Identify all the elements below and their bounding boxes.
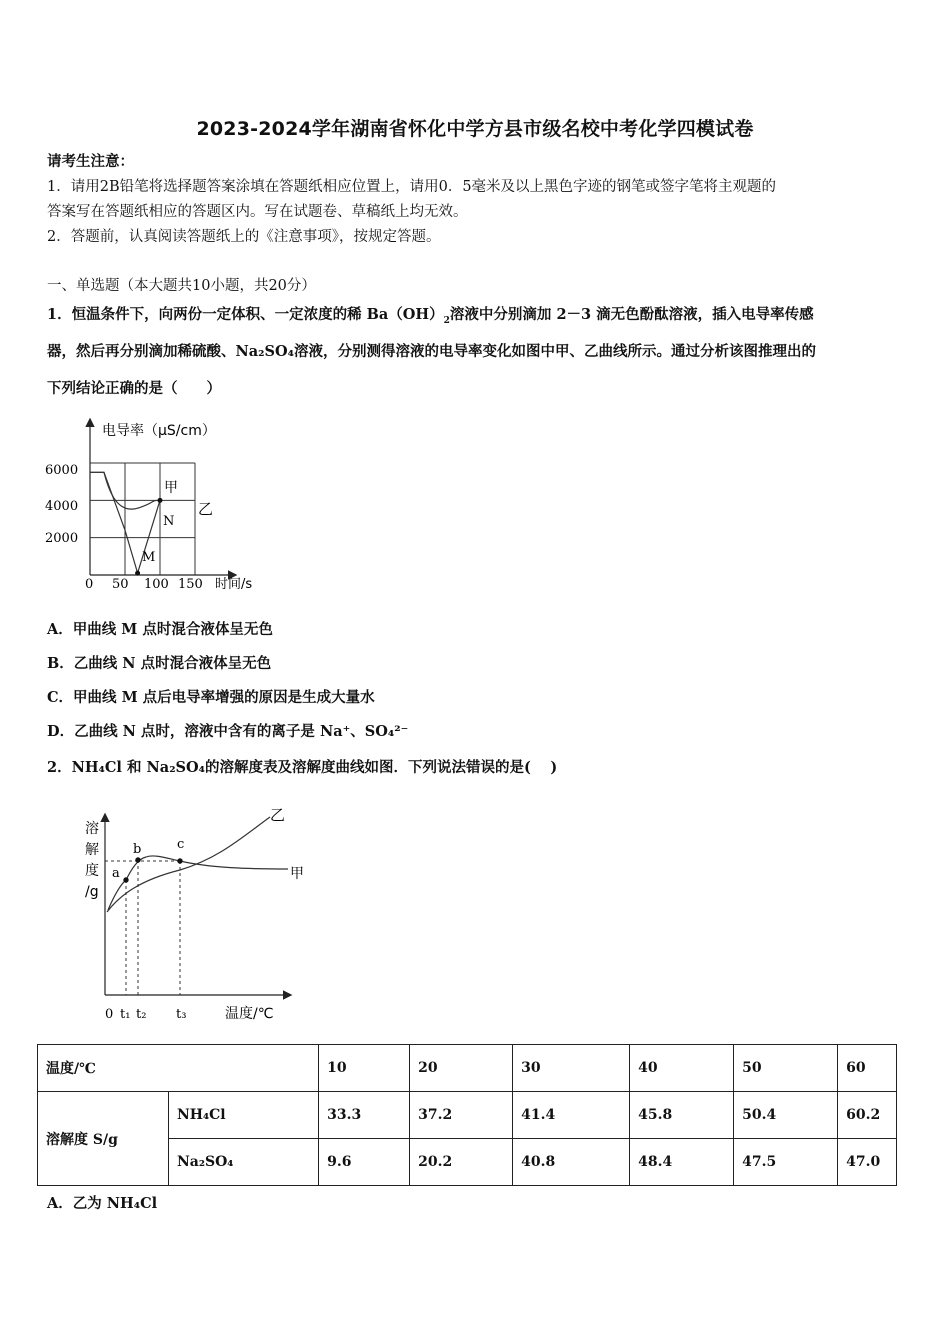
y-tick-2000: 2000 xyxy=(45,531,79,546)
row-name-nh4cl: NH₄Cl xyxy=(169,1092,319,1139)
label-yi: 乙 xyxy=(198,500,214,518)
conductivity-chart xyxy=(40,410,290,600)
label-a: a xyxy=(112,866,120,881)
series-jia-line xyxy=(108,856,288,910)
header-temp: 温度/℃ xyxy=(38,1045,319,1092)
label-jia: 甲 xyxy=(290,866,304,882)
row-name-na2so4: Na₂SO₄ xyxy=(169,1139,319,1186)
y-axis-label: 电导率（μS/cm） xyxy=(102,423,216,439)
label-M: M xyxy=(142,550,156,565)
point-N xyxy=(158,498,163,503)
series-yi-line xyxy=(107,817,270,912)
x-tick-0: 0 xyxy=(105,1007,114,1022)
cell: 33.3 xyxy=(319,1092,410,1139)
label-jia: 甲 xyxy=(164,480,178,496)
cell: 45.8 xyxy=(630,1092,734,1139)
label-b: b xyxy=(133,842,142,857)
q1-subscript: 2 xyxy=(443,315,450,326)
ylabel-char-3: 度 xyxy=(85,863,99,879)
temp-10: 10 xyxy=(319,1045,410,1092)
cell: 50.4 xyxy=(734,1092,838,1139)
notice-heading: 请考生注意： xyxy=(47,153,134,170)
x-tick-0: 0 xyxy=(85,577,94,592)
solubility-chart xyxy=(80,800,320,1025)
q1-line-1a: 1．恒温条件下，向两份一定体积、一定浓度的稀 Ba（OH） xyxy=(47,306,444,323)
temp-20: 20 xyxy=(410,1045,513,1092)
ylabel-char-1: 溶 xyxy=(85,821,99,837)
cell: 47.0 xyxy=(838,1139,897,1186)
table-row xyxy=(38,1092,897,1139)
q1-line-1 xyxy=(47,303,814,326)
q1-line-3: 下列结论正确的是（ ） xyxy=(47,380,221,397)
q1-line-1b: 溶液中分别滴加 2－3 滴无色酚酞溶液，插入电导率传感 xyxy=(449,306,814,323)
notice-line-3: 2．答题前，认真阅读答题纸上的《注意事项》，按规定答题。 xyxy=(47,229,441,245)
x-tick-150: 150 xyxy=(178,577,203,592)
label-N: N xyxy=(163,514,175,529)
q1-option-d[interactable]: D．乙曲线 N 点时，溶液中含有的离子是 Na⁺、SO₄²⁻ xyxy=(47,723,409,740)
temp-30: 30 xyxy=(513,1045,630,1092)
cell: 40.8 xyxy=(513,1139,630,1186)
cell: 60.2 xyxy=(838,1092,897,1139)
point-b xyxy=(135,857,140,862)
q1-line-2: 器，然后再分别滴加稀硫酸、Na₂SO₄溶液，分别测得溶液的电导率变化如图中甲、乙曲线所示。通过分析该图推理出的 xyxy=(47,343,816,360)
ylabel-char-2: 解 xyxy=(85,842,99,858)
q1-option-c[interactable]: C．甲曲线 M 点后电导率增强的原因是生成大量水 xyxy=(47,689,375,706)
cell: 20.2 xyxy=(410,1139,513,1186)
cell: 9.6 xyxy=(319,1139,410,1186)
table-row xyxy=(38,1045,897,1092)
page-title: 2023-2024学年湖南省怀化中学方县市级名校中考化学四模试卷 xyxy=(196,118,754,140)
q2-option-a[interactable]: A．乙为 NH₄Cl xyxy=(47,1195,158,1212)
cell: 47.5 xyxy=(734,1139,838,1186)
cell: 48.4 xyxy=(630,1139,734,1186)
q1-option-b[interactable]: B．乙曲线 N 点时混合液体呈无色 xyxy=(47,655,272,672)
q2-stem: 2．NH₄Cl 和 Na₂SO₄的溶解度表及溶解度曲线如图．下列说法错误的是( ) xyxy=(47,759,558,776)
y-tick-6000: 6000 xyxy=(45,463,79,478)
point-c xyxy=(177,858,182,863)
label-yi: 乙 xyxy=(270,806,286,824)
section-heading: 一、单选题（本大题共10小题，共20分） xyxy=(47,278,316,294)
solubility-table xyxy=(37,1044,897,1186)
notice-line-2: 答案写在答题纸相应的答题区内。写在试题卷、草稿纸上均无效。 xyxy=(47,204,468,220)
q1-option-a[interactable]: A．甲曲线 M 点时混合液体呈无色 xyxy=(47,621,273,638)
x-axis-label: 温度/℃ xyxy=(225,1006,274,1022)
x-tick-t2: t₂ xyxy=(136,1007,147,1022)
x-axis-label: 时间/s xyxy=(215,577,253,592)
cell: 37.2 xyxy=(410,1092,513,1139)
label-c: c xyxy=(177,837,185,852)
temp-40: 40 xyxy=(630,1045,734,1092)
y-tick-4000: 4000 xyxy=(45,499,79,514)
point-a xyxy=(123,877,128,882)
header-solubility: 溶解度 S/g xyxy=(38,1092,169,1186)
x-tick-t1: t₁ xyxy=(120,1007,131,1022)
notice-line-1: 1．请用2B铅笔将选择题答案涂填在答题纸相应位置上，请用0．5毫米及以上黑色字迹的钢笔或签字笔将主观题的 xyxy=(47,179,777,195)
x-tick-t3: t₃ xyxy=(176,1007,187,1022)
cell: 41.4 xyxy=(513,1092,630,1139)
ylabel-char-4: /g xyxy=(85,884,99,900)
temp-50: 50 xyxy=(734,1045,838,1092)
temp-60: 60 xyxy=(838,1045,897,1092)
x-tick-100: 100 xyxy=(144,577,169,592)
x-tick-50: 50 xyxy=(112,577,129,592)
point-M xyxy=(135,571,140,576)
